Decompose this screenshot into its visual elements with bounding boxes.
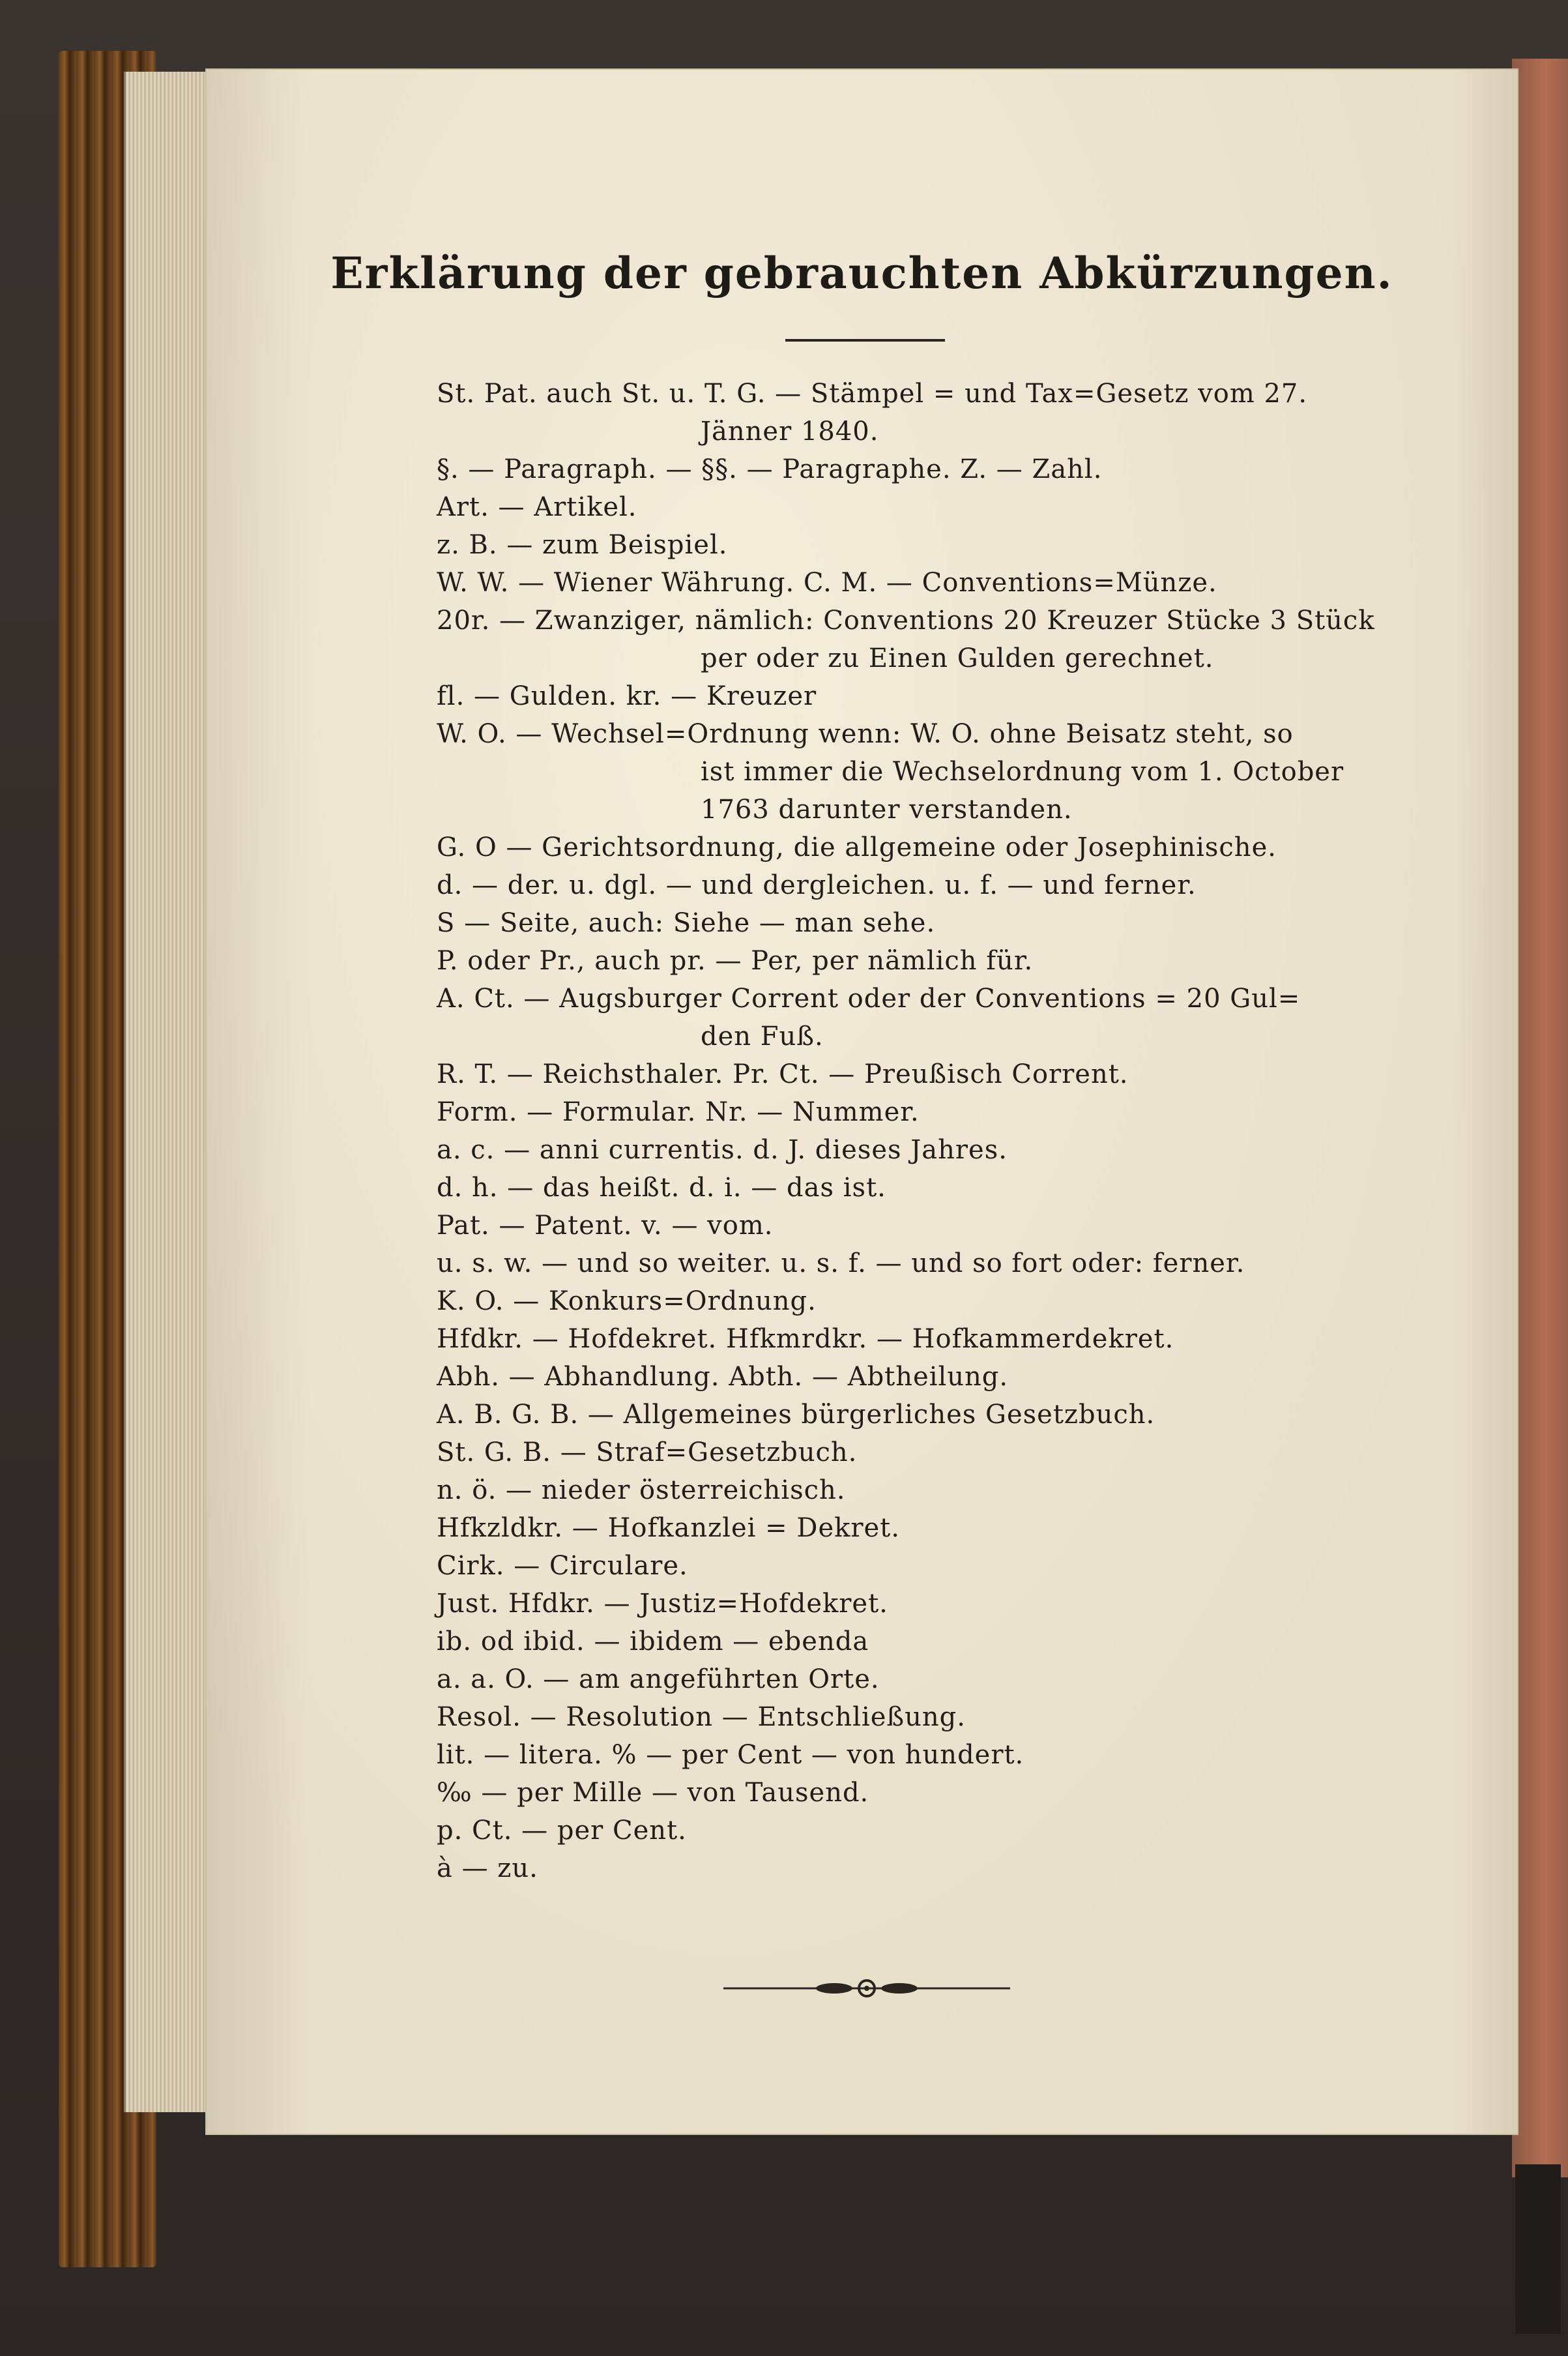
list-item: Art. — Artikel. xyxy=(437,492,637,522)
list-item: Pat. — Patent. v. — vom. xyxy=(437,1211,774,1241)
list-item: p. Ct. — per Cent. xyxy=(437,1816,687,1846)
list-item: a. c. — anni currentis. d. J. dieses Jahres. xyxy=(437,1135,1008,1165)
list-item-continuation: den Fuß. xyxy=(701,1022,824,1052)
closing-ornament xyxy=(723,1975,1010,2001)
right-cover-edge xyxy=(1512,59,1568,2177)
list-item: S — Seite, auch: Siehe — man sehe. xyxy=(437,908,936,938)
list-item: lit. — litera. % — per Cent — von hundert. xyxy=(437,1740,1024,1770)
title-divider xyxy=(785,339,945,342)
list-item: Cirk. — Circulare. xyxy=(437,1551,688,1581)
list-item: Form. — Formular. Nr. — Nummer. xyxy=(437,1097,920,1127)
list-item: Abh. — Abhandlung. Abth. — Abtheilung. xyxy=(437,1362,1009,1392)
list-item: u. s. w. — und so weiter. u. s. f. — und so fort oder: ferner. xyxy=(437,1248,1245,1278)
dark-corner xyxy=(1515,2164,1561,2334)
list-item: St. G. B. — Straf=Gesetzbuch. xyxy=(437,1437,858,1467)
list-item: ib. od ibid. — ibidem — ebenda xyxy=(437,1627,869,1657)
list-item-continuation: ist immer die Wechselordnung vom 1. October xyxy=(701,757,1344,787)
list-item: A. Ct. — Augsburger Corrent oder der Conventions = 20 Gul= xyxy=(437,984,1301,1014)
list-item: n. ö. — nieder österreichisch. xyxy=(437,1475,846,1505)
list-item: W. O. — Wechsel=Ordnung wenn: W. O. ohne Beisatz steht, so xyxy=(437,719,1294,749)
list-item: Resol. — Resolution — Entschließung. xyxy=(437,1702,966,1732)
list-item: a. a. O. — am angeführten Orte. xyxy=(437,1664,880,1694)
list-item: W. W. — Wiener Währung. C. M. — Conventions=Münze. xyxy=(437,568,1217,598)
list-item: G. O — Gerichtsordnung, die allgemeine oder Josephinische. xyxy=(437,832,1277,862)
page-title: Erklärung der gebrauchten Abkürzungen. xyxy=(330,248,1393,299)
list-item: R. T. — Reichsthaler. Pr. Ct. — Preußisch Corrent. xyxy=(437,1059,1129,1089)
list-item: §. — Paragraph. — §§. — Paragraphe. Z. — Zahl. xyxy=(437,454,1103,484)
list-item: d. h. — das heißt. d. i. — das ist. xyxy=(437,1173,886,1203)
list-item-continuation: Jänner 1840. xyxy=(701,417,879,447)
list-item: Hfkzldkr. — Hofkanzlei = Dekret. xyxy=(437,1513,900,1543)
list-item: fl. — Gulden. kr. — Kreuzer xyxy=(437,681,817,711)
list-item: d. — der. u. dgl. — und dergleichen. u. f. — und ferner. xyxy=(437,870,1197,900)
list-item: Hfdkr. — Hofdekret. Hfkmrdkr. — Hofkammerdekret. xyxy=(437,1324,1174,1354)
document-page xyxy=(205,68,1518,2135)
list-item: Just. Hfdkr. — Justiz=Hofdekret. xyxy=(437,1589,888,1619)
list-item: St. Pat. auch St. u. T. G. — Stämpel = und Tax=Gesetz vom 27. xyxy=(437,379,1308,409)
list-item: 20r. — Zwanziger, nämlich: Conventions 20 Kreuzer Stücke 3 Stück xyxy=(437,606,1375,636)
abbreviation-list xyxy=(437,375,1492,1887)
list-item: P. oder Pr., auch pr. — Per, per nämlich für. xyxy=(437,946,1034,976)
list-item: ‰ — per Mille — von Tausend. xyxy=(437,1778,869,1808)
list-item: à — zu. xyxy=(437,1853,538,1883)
list-item: z. B. — zum Beispiel. xyxy=(437,530,728,560)
list-item-continuation: 1763 darunter verstanden. xyxy=(701,795,1073,825)
list-item-continuation: per oder zu Einen Gulden gerechnet. xyxy=(701,643,1214,673)
list-item: A. B. G. B. — Allgemeines bürgerliches Gesetzbuch. xyxy=(437,1400,1155,1430)
list-item: K. O. — Konkurs=Ordnung. xyxy=(437,1286,817,1316)
